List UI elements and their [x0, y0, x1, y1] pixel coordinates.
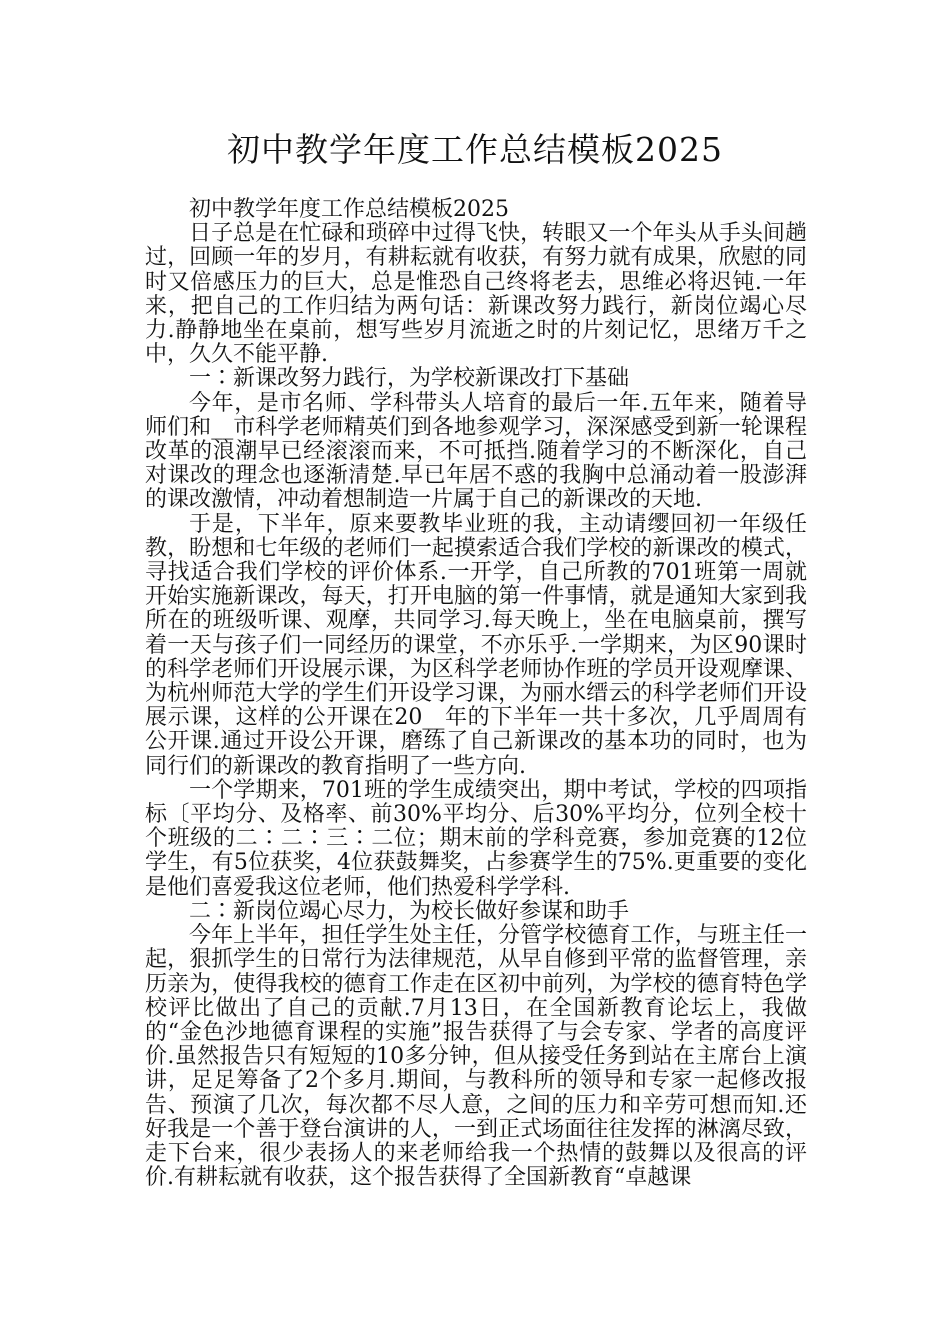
paragraph: 一个学期来，701班的学生成绩突出，期中考试，学校的四项指标〔平均分、及格率、前30%平均分、后30%平均分，位列全校十个班级的二∶二∶三∶二位；期末前的学科竞赛，参加竞赛的12位学生，有5位获奖，4位获鼓舞奖，占参赛学生的75%.更重要的变化是他们喜爱我这位老师，他们热爱科学学科. [145, 777, 807, 900]
section-heading-2: 二∶新岗位竭心尽力，为校长做好参谋和助手 [189, 898, 630, 924]
paragraph-intro: 日子总是在忙碌和琐碎中过得飞快，转眼又一个年头从手头间趟过，回顾一年的岁月，有耕耘就有收获，有努力就有成果，欣慰的同时又倍感压力的巨大，总是惟恐自己终将老去，思维必将迟钝.一年来，把自己的工作归结为两句话：新课改努力践行，新岗位竭心尽力.静静地坐在桌前，想写些岁月流逝之时的片刻记忆，思绪万千之中，久久不能平静. [145, 221, 807, 368]
section-heading-1: 一∶新课改努力践行，为学校新课改打下基础 [189, 366, 630, 392]
paragraph: 今年，是市名师、学科带头人培育的最后一年.五年来，随着导师们和__市科学老师精英们到各地参观学习，深深感受到新一轮课程改革的浪潮早已经滚滚而来，不可抵挡.随着学习的不断深化，自己对课改的理念也逐渐清楚.早已年居不惑的我胸中总涌动着一股澎湃的课改激情，冲动着想制造一片属于自己的新课改的天地. [145, 390, 807, 513]
paragraph: 于是，下半年，原来要教毕业班的我，主动请缨回初一年级任教，盼想和七年级的老师们一起摸索适合我们学校的新课改的模式，寻找适合我们学校的评价体系.一开学，自己所教的701班第一周就开始实施新课改，每天，打开电脑的第一件事情，就是通知大家到我所在的班级听课、观摩，共同学习.每天晚上，坐在电脑桌前，撰写着一天与孩子们一同经历的课堂，不亦乐乎.一学期来，为区90课时的科学老师们开设展示课，为区科学老师协作班的学员开设观摩课、为杭州师范大学的学生们开设学习课，为丽水缙云的科学老师们开设展示课，这样的公开课在20__年的下半年一共十多次，几乎周周有公开课.通过开设公开课，磨练了自己新课改的基本功的同时，也为同行们的新课改的教育指明了一些方向. [145, 511, 807, 779]
paragraph: 今年上半年，担任学生处主任，分管学校德育工作，与班主任一起，狠抓学生的日常行为法律规范，从早自修到平常的监督管理，亲历亲为，使得我校的德育工作走在区初中前列，为学校的德育特色学校评比做出了自己的贡献.7月13日，在全国新教育论坛上，我做的“金色沙地德育课程的实施”报告获得了与会专家、学者的高度评价.虽然报告只有短短的10多分钟，但从接受任务到站在主席台上演讲，足足筹备了2个多月.期间，与教科所的领导和专家一起修改报告、预演了几次，每次都不尽人意，之间的压力和辛劳可想而知.还好我是一个善于登台演讲的人，一到正式场面往往发挥的淋漓尽致，走下台来，很少表扬人的来老师给我一个热情的鼓舞以及很高的评价.有耕耘就有收获，这个报告获得了全国新教育“卓越课 [145, 923, 807, 1191]
document-title: 初中教学年度工作总结模板2025 [227, 130, 723, 169]
document-body [145, 198, 807, 1190]
paragraph-subtitle: 初中教学年度工作总结模板2025 [189, 197, 509, 222]
